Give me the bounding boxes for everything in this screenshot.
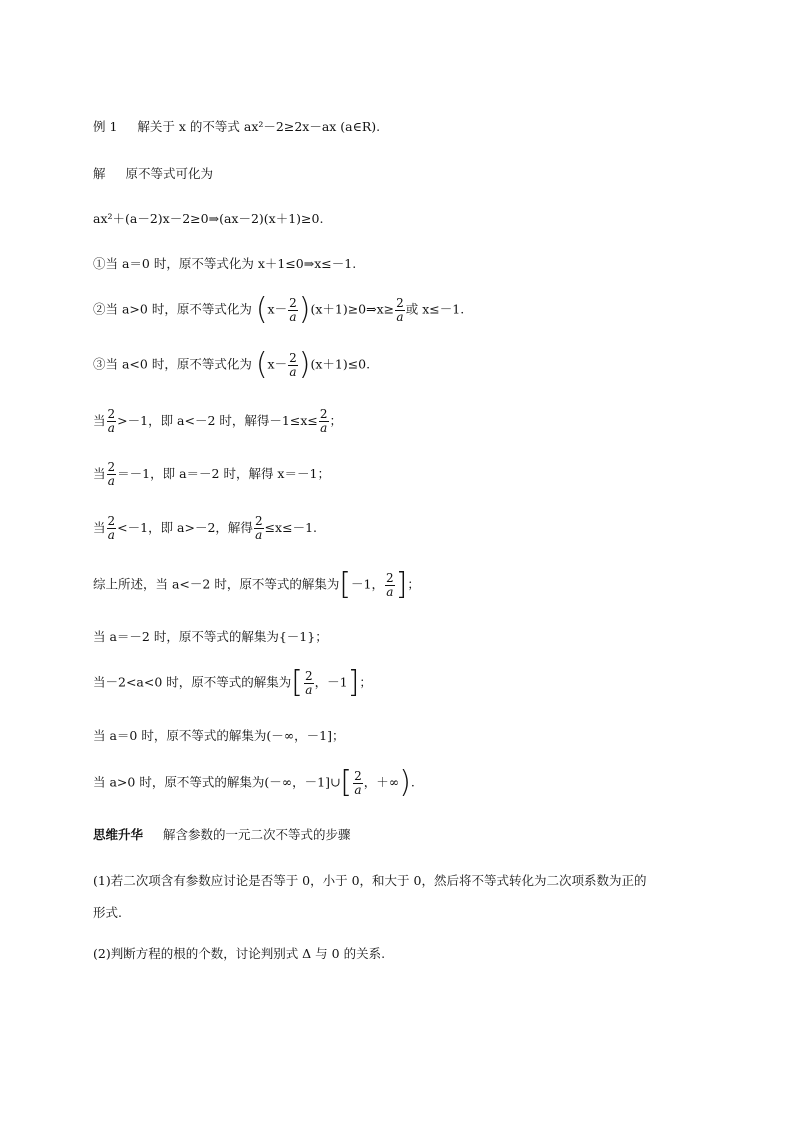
example-label: 例 1 (93, 119, 118, 134)
frac-num: 2 (305, 668, 313, 683)
frac-den: a (320, 421, 328, 435)
frac-num: 2 (289, 350, 297, 365)
right-paren: ) (298, 292, 311, 327)
insight-p1-line1 (93, 872, 647, 890)
summary1-inner: －1， (351, 576, 384, 592)
frac-den: a (289, 309, 297, 324)
frac-den: a (396, 309, 404, 324)
example-statement: 解关于 x 的不等式 ax²－2≥2x－ax (a∈R). (137, 119, 381, 134)
case3-line (93, 347, 371, 382)
summary3-inner: ，－1 (314, 674, 348, 690)
summary-line-1 (93, 567, 420, 602)
right-paren: ) (298, 347, 311, 382)
frac-den: a (255, 528, 263, 542)
summary-line-3 (93, 665, 372, 700)
sub2-post: ＝－1，即 a＝－2 时，解得 x＝－1； (117, 466, 330, 481)
fraction (254, 515, 264, 542)
fraction (288, 297, 298, 324)
case1-text: ①当 a＝0 时，原不等式化为 x＋1≤0⇒x≤－1. (93, 256, 357, 271)
summary-line-5 (93, 765, 415, 800)
summary1-post: ； (407, 576, 420, 592)
left-paren: ( (255, 347, 268, 382)
frac-num: 2 (289, 295, 297, 310)
frac-num: 2 (107, 407, 116, 421)
insight-title: 思维升华 (93, 827, 144, 842)
case2-pre: ②当 a>0 时，原不等式化为 (93, 301, 252, 317)
summary5-post: . (410, 774, 415, 790)
insight-p1-text1: (1)若二次项含有参数应讨论是否等于 0，小于 0，和大于 0，然后将不等式转化为二次项系数为正的 (93, 873, 647, 888)
fraction (319, 408, 329, 435)
right-bracket: ] (347, 665, 360, 700)
frac-num: 2 (319, 407, 328, 421)
sub2-pre: 当 (93, 466, 106, 481)
insight-heading (93, 826, 351, 844)
frac-den: a (107, 528, 115, 542)
case3-mid1: x－ (267, 356, 288, 372)
subcase1-line (93, 408, 342, 435)
frac-num: 2 (386, 570, 394, 585)
frac-den: a (289, 364, 297, 379)
case1-line (93, 255, 356, 273)
case2-mid2: (x＋1)≥0⇒x≥ (310, 301, 395, 317)
sub1-pre: 当 (93, 413, 106, 428)
fraction (107, 408, 117, 435)
frac-num: 2 (254, 514, 263, 528)
summary2-text: 当 a＝－2 时，原不等式的解集为{－1}； (93, 629, 328, 644)
frac-den: a (354, 782, 362, 797)
right-paren: ) (399, 765, 411, 800)
frac-num: 2 (107, 514, 116, 528)
fraction (107, 461, 117, 488)
transform-text: ax²＋(a－2)x－2≥0⇒(ax－2)(x＋1)≥0. (93, 211, 324, 226)
fraction (385, 572, 395, 599)
frac-den: a (386, 584, 394, 599)
insight-p1-line2 (93, 904, 122, 922)
summary5-inner: ，＋∞ (363, 774, 400, 790)
fraction (288, 352, 298, 379)
insight-subtitle: 解含参数的一元二次不等式的步骤 (162, 827, 351, 842)
fraction (395, 297, 405, 324)
left-bracket: [ (291, 665, 303, 700)
solution-intro: 原不等式可化为 (125, 166, 213, 181)
summary-line-2 (93, 628, 328, 646)
summary4-text: 当 a＝0 时，原不等式的解集为(－∞，－1]； (93, 728, 345, 743)
case2-mid1: x－ (267, 301, 288, 317)
insight-p2-text: (2)判断方程的根的个数，讨论判别式 Δ 与 0 的关系. (93, 946, 386, 961)
summary3-pre: 当－2<a<0 时，原不等式的解集为 (93, 674, 292, 690)
transform-line (93, 210, 323, 228)
frac-num: 2 (354, 768, 362, 783)
sub3-mid: <－1，即 a>－2，解得 (117, 520, 253, 535)
left-bracket: [ (339, 567, 352, 602)
summary5-pre: 当 a>0 时，原不等式的解集为(－∞，－1]∪ (93, 774, 341, 790)
sub3-post: ≤x≤－1. (264, 520, 318, 535)
case2-post: 或 x≤－1. (405, 301, 465, 317)
sub1-mid: >－1，即 a<－2 时，解得－1≤x≤ (117, 413, 318, 428)
frac-num: 2 (396, 295, 404, 310)
subcase2-line (93, 461, 330, 488)
summary3-post: ； (359, 674, 372, 690)
summary1-pre: 综上所述，当 a<－2 时，原不等式的解集为 (93, 576, 340, 592)
fraction (107, 515, 117, 542)
example-line (93, 118, 380, 136)
insight-p2 (93, 945, 385, 963)
subcase3-line (93, 515, 317, 542)
fraction (353, 770, 363, 797)
frac-den: a (107, 421, 115, 435)
frac-den: a (305, 682, 313, 697)
left-paren: ( (255, 292, 268, 327)
summary-line-4 (93, 727, 344, 745)
solution-label: 解 (93, 166, 106, 181)
frac-den: a (107, 474, 115, 488)
right-bracket: ] (395, 567, 408, 602)
case3-post: (x＋1)≤0. (310, 356, 371, 372)
case3-pre: ③当 a<0 时，原不等式化为 (93, 356, 252, 372)
sub3-pre: 当 (93, 520, 106, 535)
case2-line (93, 292, 465, 327)
sub1-post: ； (329, 413, 343, 428)
insight-p1-text2: 形式. (93, 905, 122, 920)
frac-num: 2 (107, 460, 116, 474)
left-bracket: [ (340, 765, 353, 800)
solution-heading (93, 165, 213, 183)
fraction (304, 670, 314, 697)
